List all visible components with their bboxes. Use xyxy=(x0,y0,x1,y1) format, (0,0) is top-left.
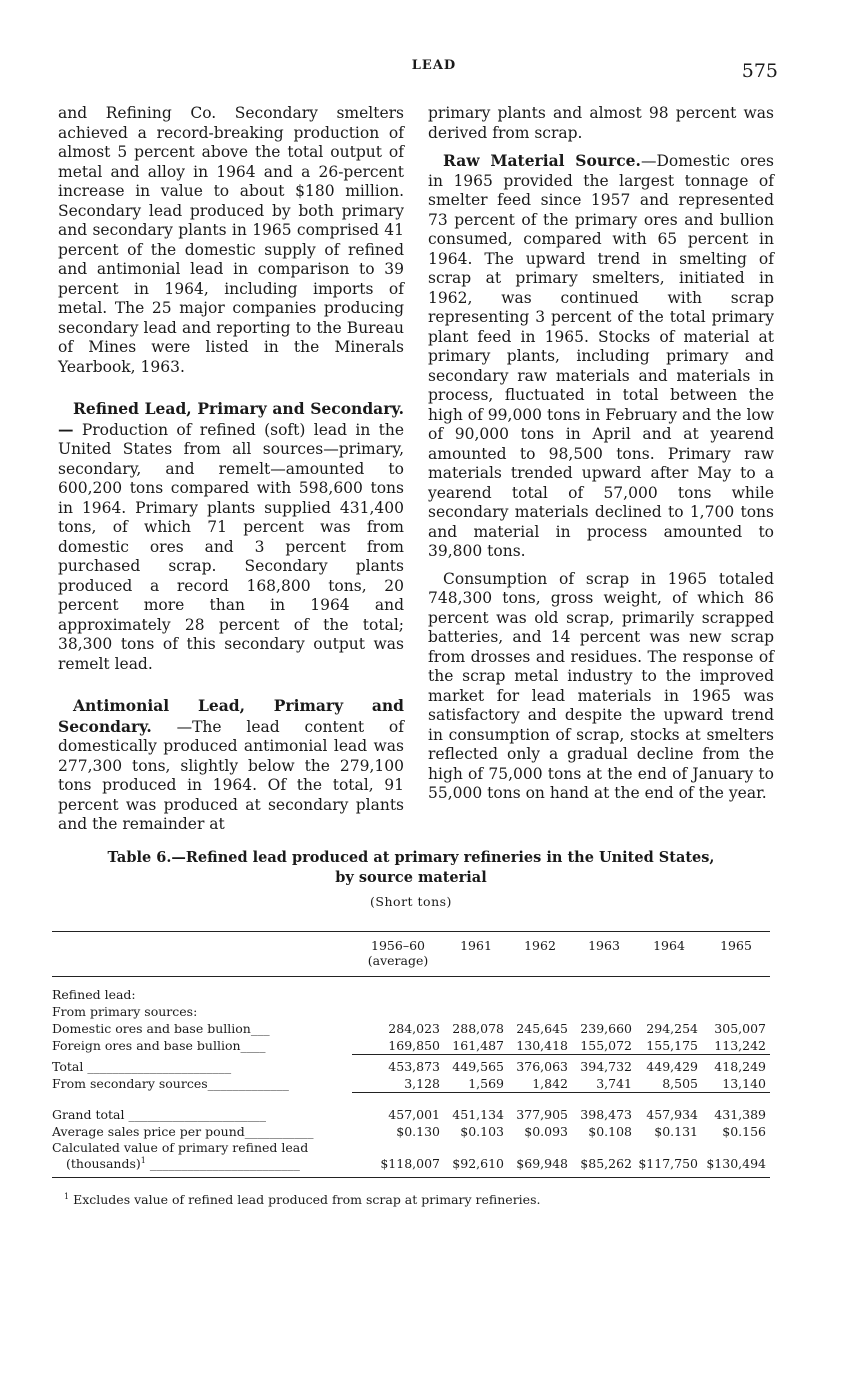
table-title-line-1: Table 6.—Refined lead produced at primary refineries in the United States, xyxy=(107,849,715,866)
cell: 284,023 xyxy=(388,1021,440,1036)
row-label-secondary-text: From secondary sources xyxy=(52,1076,208,1092)
section-heading-antimonial-lead: Antimonial Lead, Primary and Secondary. xyxy=(58,696,404,736)
leader-dots: ________________________ xyxy=(149,1156,300,1172)
cell: 294,254 xyxy=(646,1021,698,1036)
right-column xyxy=(428,104,774,804)
row-label-from-primary: From primary sources: xyxy=(52,1004,198,1019)
cell: $0.093 xyxy=(524,1124,568,1139)
header-1956-60-line1: 1956–60 xyxy=(371,938,425,953)
cell: 13,140 xyxy=(722,1076,766,1091)
left-column xyxy=(58,104,404,835)
right-paragraph-3: Consumption of scrap in 1965 totaled 748,300 tons, gross weight, of which 86 percent was old scrap, primarily scrapped batteries, and 14 percent was new scrap from drosses and residues. The response of the scrap metal industry to the improved market for lead materials in 1965 was satisfactory and despite the upward trend in consumption of scrap, stocks at smelters reflected only a gradual decline from the high of 75,000 tons at the end of January to 55,000 tons on hand at the end of the year. xyxy=(428,569,774,802)
row-label-secondary xyxy=(52,1075,352,1093)
cell: 457,934 xyxy=(636,1093,702,1124)
row-label-calc-value-2-text: (thousands) xyxy=(66,1156,141,1172)
cell: 169,850 xyxy=(388,1038,440,1053)
row-label-refined-lead: Refined lead: xyxy=(52,987,136,1002)
right-paragraph-2-text: —Domestic ores in 1965 provided the largest tonnage of smelter feed since 1957 and represented 73 percent of the primary ores and bullion consumed, compared with 65 percent in 1964. The upward trend in smelting of scrap at primary smelters, initiated in 1962, was continued with scrap representing 3 percent of the total primary plant feed in 1965. Stocks of material at primary plants, including primary and secondary raw materials and materials in process, fluctuated in total between the high of 99,000 tons in February and the low of 90,000 tons in April and at yearend amounted to 98,500 tons. Primary raw materials trended upward after May to a yearend total of 57,000 tons while secondary materials declined to 1,700 tons and material in process amounted to 39,800 tons. xyxy=(428,152,775,560)
table-title xyxy=(52,848,770,888)
table-6 xyxy=(52,848,770,1207)
leader-dots: ____ xyxy=(240,1038,266,1054)
cell: 8,505 xyxy=(662,1076,698,1091)
data-table xyxy=(52,931,770,1178)
table-row xyxy=(52,977,770,1004)
row-label-total-text: Total xyxy=(52,1058,84,1074)
left-paragraph-2-text: Production of refined (soft) lead in the United States from all sources—primary, secondary, and remelt—amounted to 600,200 tons compared with 598,600 tons in 1964. Primary plants supplied 431,400 tons, of which 71 percent was from domestic ores and 3 percent from purchased scrap. Secondary plants produced a record 168,800 tons, 20 percent more than in 1964 and approximately 28 percent of the total; 38,300 tons of this secondary output was remelt lead. xyxy=(58,420,404,673)
row-label-total xyxy=(52,1055,352,1076)
cell: 3,741 xyxy=(596,1076,632,1091)
table-row xyxy=(52,1123,770,1140)
cell: 3,128 xyxy=(404,1076,440,1091)
footnote-text: Excludes value of refined lead produced from scrap at primary refineries. xyxy=(73,1192,541,1208)
footnote-mark: 1 xyxy=(64,1192,70,1202)
cell: 449,565 xyxy=(444,1055,508,1076)
header-1963: 1963 xyxy=(572,932,636,977)
row-label-avg-price-text: Average sales price per pound xyxy=(52,1124,245,1139)
cell: 155,175 xyxy=(646,1038,698,1053)
cell: 449,429 xyxy=(636,1055,702,1076)
left-paragraph-3-text: —The lead content of domestically produced antimonial lead was 277,300 tons, slightly below the 279,100 tons produced in 1964. Of the total, 91 percent was produced at secondary plants and the remainder at xyxy=(58,717,404,833)
leader-dots: ___ xyxy=(250,1021,270,1036)
table-row xyxy=(52,1055,770,1076)
leader-dots: ___________ xyxy=(244,1124,314,1139)
cell: $130,494 xyxy=(702,1155,770,1178)
page-number: 575 xyxy=(741,60,778,82)
header-1956-60-line2: (average) xyxy=(367,953,429,968)
header-1964: 1964 xyxy=(636,932,702,977)
cell: $0.131 xyxy=(654,1124,698,1139)
row-label-grand-total xyxy=(52,1093,352,1124)
cell: 457,001 xyxy=(352,1093,444,1124)
left-paragraph-2 xyxy=(58,399,404,674)
footnote-marker: 1 xyxy=(140,1156,146,1165)
row-label-foreign xyxy=(52,1037,352,1055)
row-label-domestic xyxy=(52,1020,352,1037)
row-label-calc-value-2 xyxy=(52,1155,352,1178)
cell: 451,134 xyxy=(444,1093,508,1124)
cell: 130,418 xyxy=(516,1038,568,1053)
cell: 305,007 xyxy=(714,1021,766,1036)
table-row xyxy=(52,1037,770,1055)
row-label-grand-total-text: Grand total xyxy=(52,1106,125,1122)
cell: $0.108 xyxy=(588,1124,632,1139)
table-row xyxy=(52,1140,770,1155)
cell: 245,645 xyxy=(516,1021,568,1036)
cell: 377,905 xyxy=(508,1093,572,1124)
cell: 453,873 xyxy=(352,1055,444,1076)
leader-dots: _______________________ xyxy=(87,1058,232,1074)
table-row xyxy=(52,1075,770,1093)
right-paragraph-2 xyxy=(428,151,774,562)
cell: 376,063 xyxy=(508,1055,572,1076)
cell: $118,007 xyxy=(352,1155,444,1178)
cell: 288,078 xyxy=(452,1021,504,1036)
table-header-row xyxy=(52,932,770,977)
cell: 1,569 xyxy=(468,1076,504,1091)
row-label-foreign-text: Foreign ores and base bullion xyxy=(52,1038,241,1054)
cell: $0.130 xyxy=(396,1124,440,1139)
section-heading-refined-lead: Refined Lead, Primary and Secondary.— xyxy=(58,399,404,439)
table-row xyxy=(52,1003,770,1020)
running-head: LEAD xyxy=(411,58,457,73)
cell: $117,750 xyxy=(636,1155,702,1178)
header-1956-60 xyxy=(352,932,444,977)
cell: 1,842 xyxy=(532,1076,568,1091)
right-paragraph-1: primary plants and almost 98 percent was derived from scrap. xyxy=(428,104,774,142)
left-paragraph-1: and Refining Co. Secondary smelters achieved a record-breaking production of almost 5 percent above the total output of metal and alloy in 1964 and a 26-percent increase in value to about $180 million. Secondary lead produced by both primary and secondary plants in 1965 comprised 41 percent of the domestic supply of refined and antimonial lead in comparison to 39 percent in 1964, including imports of metal. The 25 major companies producing secondary lead and reporting to the Bureau of Mines were listed in the Minerals Yearbook, 1963. xyxy=(58,104,404,376)
header-1961: 1961 xyxy=(444,932,508,977)
cell: $85,262 xyxy=(572,1155,636,1178)
row-label-domestic-text: Domestic ores and base bullion xyxy=(52,1021,251,1036)
table-row xyxy=(52,1155,770,1178)
header-stub xyxy=(52,932,352,977)
cell: 239,660 xyxy=(580,1021,632,1036)
table-title-line-2: by source material xyxy=(335,869,487,886)
header-1965: 1965 xyxy=(702,932,770,977)
cell: $0.103 xyxy=(460,1124,504,1139)
cell: 161,487 xyxy=(452,1038,504,1053)
cell: 398,473 xyxy=(572,1093,636,1124)
cell: $69,948 xyxy=(508,1155,572,1178)
cell: 394,732 xyxy=(572,1055,636,1076)
header-1962: 1962 xyxy=(508,932,572,977)
left-paragraph-3 xyxy=(58,696,404,835)
cell: 155,072 xyxy=(580,1038,632,1053)
cell: $0.156 xyxy=(722,1124,766,1139)
table-footnote xyxy=(52,1192,770,1207)
cell: 113,242 xyxy=(714,1038,766,1053)
table-row xyxy=(52,1093,770,1124)
cell: $92,610 xyxy=(444,1155,508,1178)
leader-dots: _____________ xyxy=(207,1076,289,1092)
section-heading-raw-material: Raw Material Source. xyxy=(443,151,641,170)
table-units: (Short tons) xyxy=(370,894,452,909)
row-label-avg-price xyxy=(52,1123,352,1140)
table-row xyxy=(52,1020,770,1037)
row-label-calc-value: Calculated value of primary refined lead xyxy=(52,1140,309,1155)
cell: 418,249 xyxy=(702,1055,770,1076)
leader-dots: ______________________ xyxy=(128,1106,266,1122)
cell: 431,389 xyxy=(702,1093,770,1124)
